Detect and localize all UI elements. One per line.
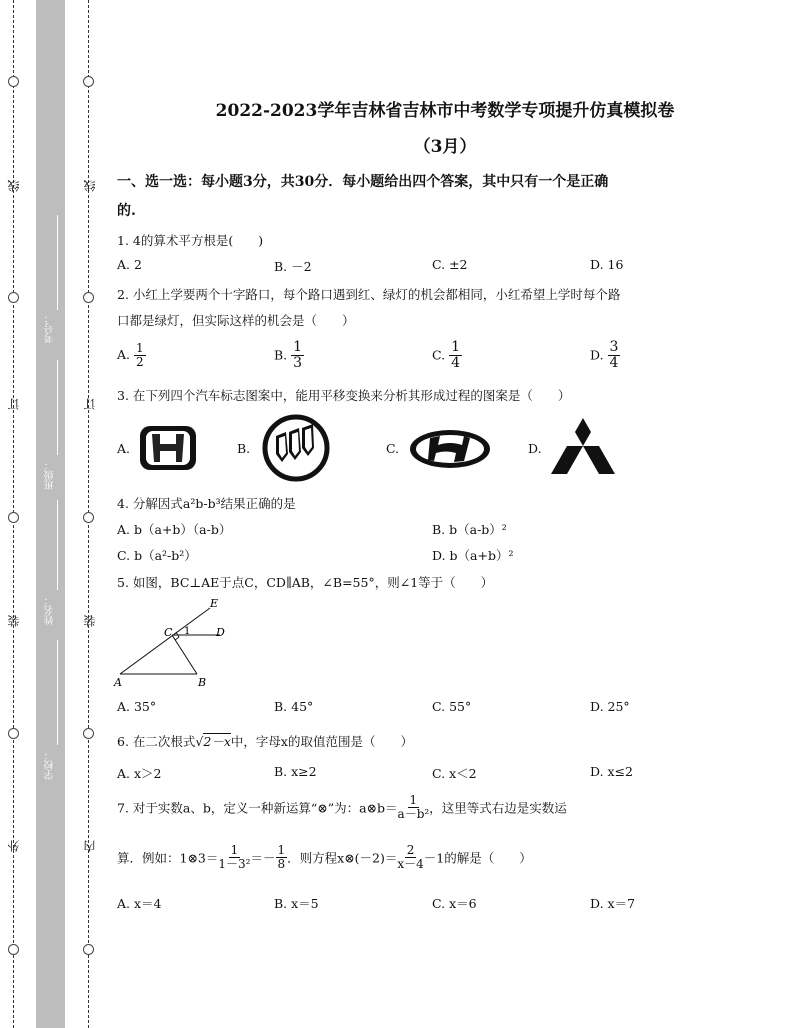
q6-option-a[interactable]: A. x＞2 xyxy=(117,766,162,781)
q4-option-a[interactable]: A. b（a+b）（a-b） xyxy=(117,522,232,537)
q1-option-a[interactable]: A. 2 xyxy=(117,257,142,272)
point-label-d: D xyxy=(216,626,225,639)
mitsubishi-logo-icon[interactable] xyxy=(549,416,617,478)
denominator: a－b² xyxy=(397,807,430,822)
option-label: D. xyxy=(590,347,604,363)
radicand: 2－x xyxy=(203,734,231,749)
fraction xyxy=(608,340,621,372)
binding-hole-circle xyxy=(83,944,94,955)
option-label: A. xyxy=(117,347,131,363)
binding-mark-line: 线 xyxy=(7,180,21,192)
buick-logo-icon[interactable] xyxy=(262,414,330,482)
question-1-text: 1. 4的算术平方根是( ) xyxy=(117,233,264,248)
q2-option-a[interactable] xyxy=(117,342,146,369)
section-header-cont: 的. xyxy=(117,203,136,219)
numerator: 1 xyxy=(409,793,418,807)
q1-option-c[interactable]: C. ±2 xyxy=(432,257,468,272)
binding-mark-order: 订 xyxy=(7,398,21,410)
q7-example-pre: 算．例如：1⊗3＝ xyxy=(117,850,219,866)
binding-mark-order: 订 xyxy=(83,398,97,410)
hyundai-logo-icon[interactable] xyxy=(408,428,492,470)
q7-option-a[interactable]: A. x＝4 xyxy=(117,896,162,911)
q7-text-pre: 7. 对于实数a、b，定义一种新运算“⊗”为：a⊗b＝ xyxy=(117,800,398,816)
q1-option-b[interactable]: B. －2 xyxy=(274,259,312,274)
option-label: B. xyxy=(274,347,288,363)
q2-option-c[interactable] xyxy=(432,340,462,372)
binding-hole-circle xyxy=(83,728,94,739)
q5-option-a[interactable]: A. 35° xyxy=(117,699,157,714)
page-title: 2022-2023学年吉林省吉林市中考数学专项提升仿真模拟卷 xyxy=(215,101,675,121)
fraction xyxy=(449,340,462,372)
geometry-figure xyxy=(112,596,242,692)
point-label-c: C xyxy=(164,626,173,639)
q7-text-post: ，这里等式右边是实数运 xyxy=(429,800,567,816)
section-header: 一、选一选：每小题3分，共30分．每小题给出四个答案，其中只有一个是正确 xyxy=(117,174,609,190)
denominator: x－4 xyxy=(397,857,424,872)
denominator: 8 xyxy=(277,857,286,872)
binding-mark-line: 线 xyxy=(83,180,97,192)
q6-text-pre: 6. 在二次根式 xyxy=(117,734,196,749)
q4-option-d[interactable]: D. b（a+b）² xyxy=(432,548,514,563)
binding-mark-bind: 装 xyxy=(7,615,21,627)
question-4-text: 4. 分解因式a²b-b³结果正确的是 xyxy=(117,496,296,511)
q4-option-c[interactable]: C. b（a²-b²） xyxy=(117,548,197,563)
q7-example-mid: ＝－ xyxy=(250,850,276,866)
denominator: 3 xyxy=(293,355,303,372)
option-label: C. xyxy=(432,347,446,363)
numerator: 1 xyxy=(293,339,303,355)
honda-logo-icon[interactable] xyxy=(138,424,198,472)
numerator: 2 xyxy=(406,843,415,857)
exam-number-field[interactable] xyxy=(57,215,58,310)
binding-mark-bind: 装 xyxy=(83,615,97,627)
question-6-text xyxy=(117,732,413,750)
binding-hole-circle xyxy=(83,76,94,87)
binding-mark-inner: 内 xyxy=(83,840,97,852)
numerator: 1 xyxy=(277,843,286,857)
denominator: 4 xyxy=(609,355,619,372)
q7-option-c[interactable]: C. x＝6 xyxy=(432,896,477,911)
school-field[interactable] xyxy=(57,640,58,745)
q4-option-b[interactable]: B. b（a-b）² xyxy=(432,522,507,537)
q2-option-b[interactable] xyxy=(274,340,304,372)
class-field[interactable] xyxy=(57,360,58,455)
q3-option-b-label[interactable]: B. xyxy=(237,441,251,456)
q5-option-b[interactable]: B. 45° xyxy=(274,699,314,714)
q6-option-b[interactable]: B. x≥2 xyxy=(274,764,317,779)
denominator: 1－3² xyxy=(218,857,251,872)
point-label-e: E xyxy=(210,597,219,610)
angle-label-1: 1 xyxy=(184,626,191,637)
question-2-text: 2. 小红上学要两个十字路口，每个路口遇到红、绿灯的机会都相同，小红希望上学时每个路 xyxy=(117,287,621,302)
binding-hole-circle xyxy=(83,512,94,523)
question-7-text xyxy=(117,794,567,821)
fraction xyxy=(398,794,430,821)
denominator: 4 xyxy=(451,355,460,372)
q3-option-c-label[interactable]: C. xyxy=(386,441,400,456)
question-7-text-cont xyxy=(117,844,532,871)
fraction xyxy=(134,342,146,369)
q3-option-d-label[interactable]: D. xyxy=(528,441,542,456)
binding-hole-circle xyxy=(8,76,19,87)
binding-hole-circle xyxy=(8,512,19,523)
numerator: 1 xyxy=(230,843,239,857)
fraction xyxy=(276,844,288,871)
fraction xyxy=(291,340,304,372)
binding-hole-circle xyxy=(8,728,19,739)
binding-hole-circle xyxy=(8,292,19,303)
q7-option-b[interactable]: B. x＝5 xyxy=(274,896,319,911)
numerator: 1 xyxy=(451,339,460,355)
page-subtitle: （3月） xyxy=(413,137,477,157)
q1-option-d[interactable]: D. 16 xyxy=(590,257,624,272)
name-field[interactable] xyxy=(57,500,58,590)
question-3-text: 3. 在下列四个汽车标志图案中，能用平移变换来分析其形成过程的图案是（ ） xyxy=(117,388,571,403)
sqrt-sign: √ xyxy=(195,734,204,749)
binding-band xyxy=(36,0,65,1028)
q7-option-d[interactable]: D. x＝7 xyxy=(590,896,636,911)
binding-mark-outer: 外 xyxy=(7,840,21,852)
q7-equation-post: －1的解是（ ） xyxy=(423,850,532,866)
q7-example-post: ．则方程x⊗(－2)＝ xyxy=(287,850,398,866)
point-label-a: A xyxy=(114,676,122,689)
fraction xyxy=(397,844,423,871)
exam-number-label: 考号： xyxy=(45,313,56,343)
question-2-text-cont: 口都是绿灯，但实际这样的机会是（ ） xyxy=(117,313,355,328)
point-label-b: B xyxy=(198,676,207,689)
binding-hole-circle xyxy=(83,292,94,303)
q5-option-c[interactable]: C. 55° xyxy=(432,699,472,714)
numerator: 1 xyxy=(136,341,144,355)
fraction xyxy=(218,844,250,871)
q6-option-c[interactable]: C. x＜2 xyxy=(432,766,477,781)
name-label: 姓名： xyxy=(45,595,56,625)
class-label: 班级： xyxy=(45,460,56,490)
q3-option-a-label[interactable]: A. xyxy=(117,441,131,456)
numerator: 3 xyxy=(609,339,619,355)
q6-option-d[interactable]: D. x≤2 xyxy=(590,764,633,779)
school-label: 学校： xyxy=(45,750,56,780)
q5-option-d[interactable]: D. 25° xyxy=(590,699,630,714)
binding-hole-circle xyxy=(8,944,19,955)
q2-option-d[interactable] xyxy=(590,340,620,372)
q6-text-post: 中，字母x的取值范围是（ ） xyxy=(230,734,413,749)
denominator: 2 xyxy=(136,355,144,370)
question-5-text: 5. 如图，BC⊥AE于点C，CD∥AB，∠B=55°，则∠1等于（ ） xyxy=(117,575,494,590)
